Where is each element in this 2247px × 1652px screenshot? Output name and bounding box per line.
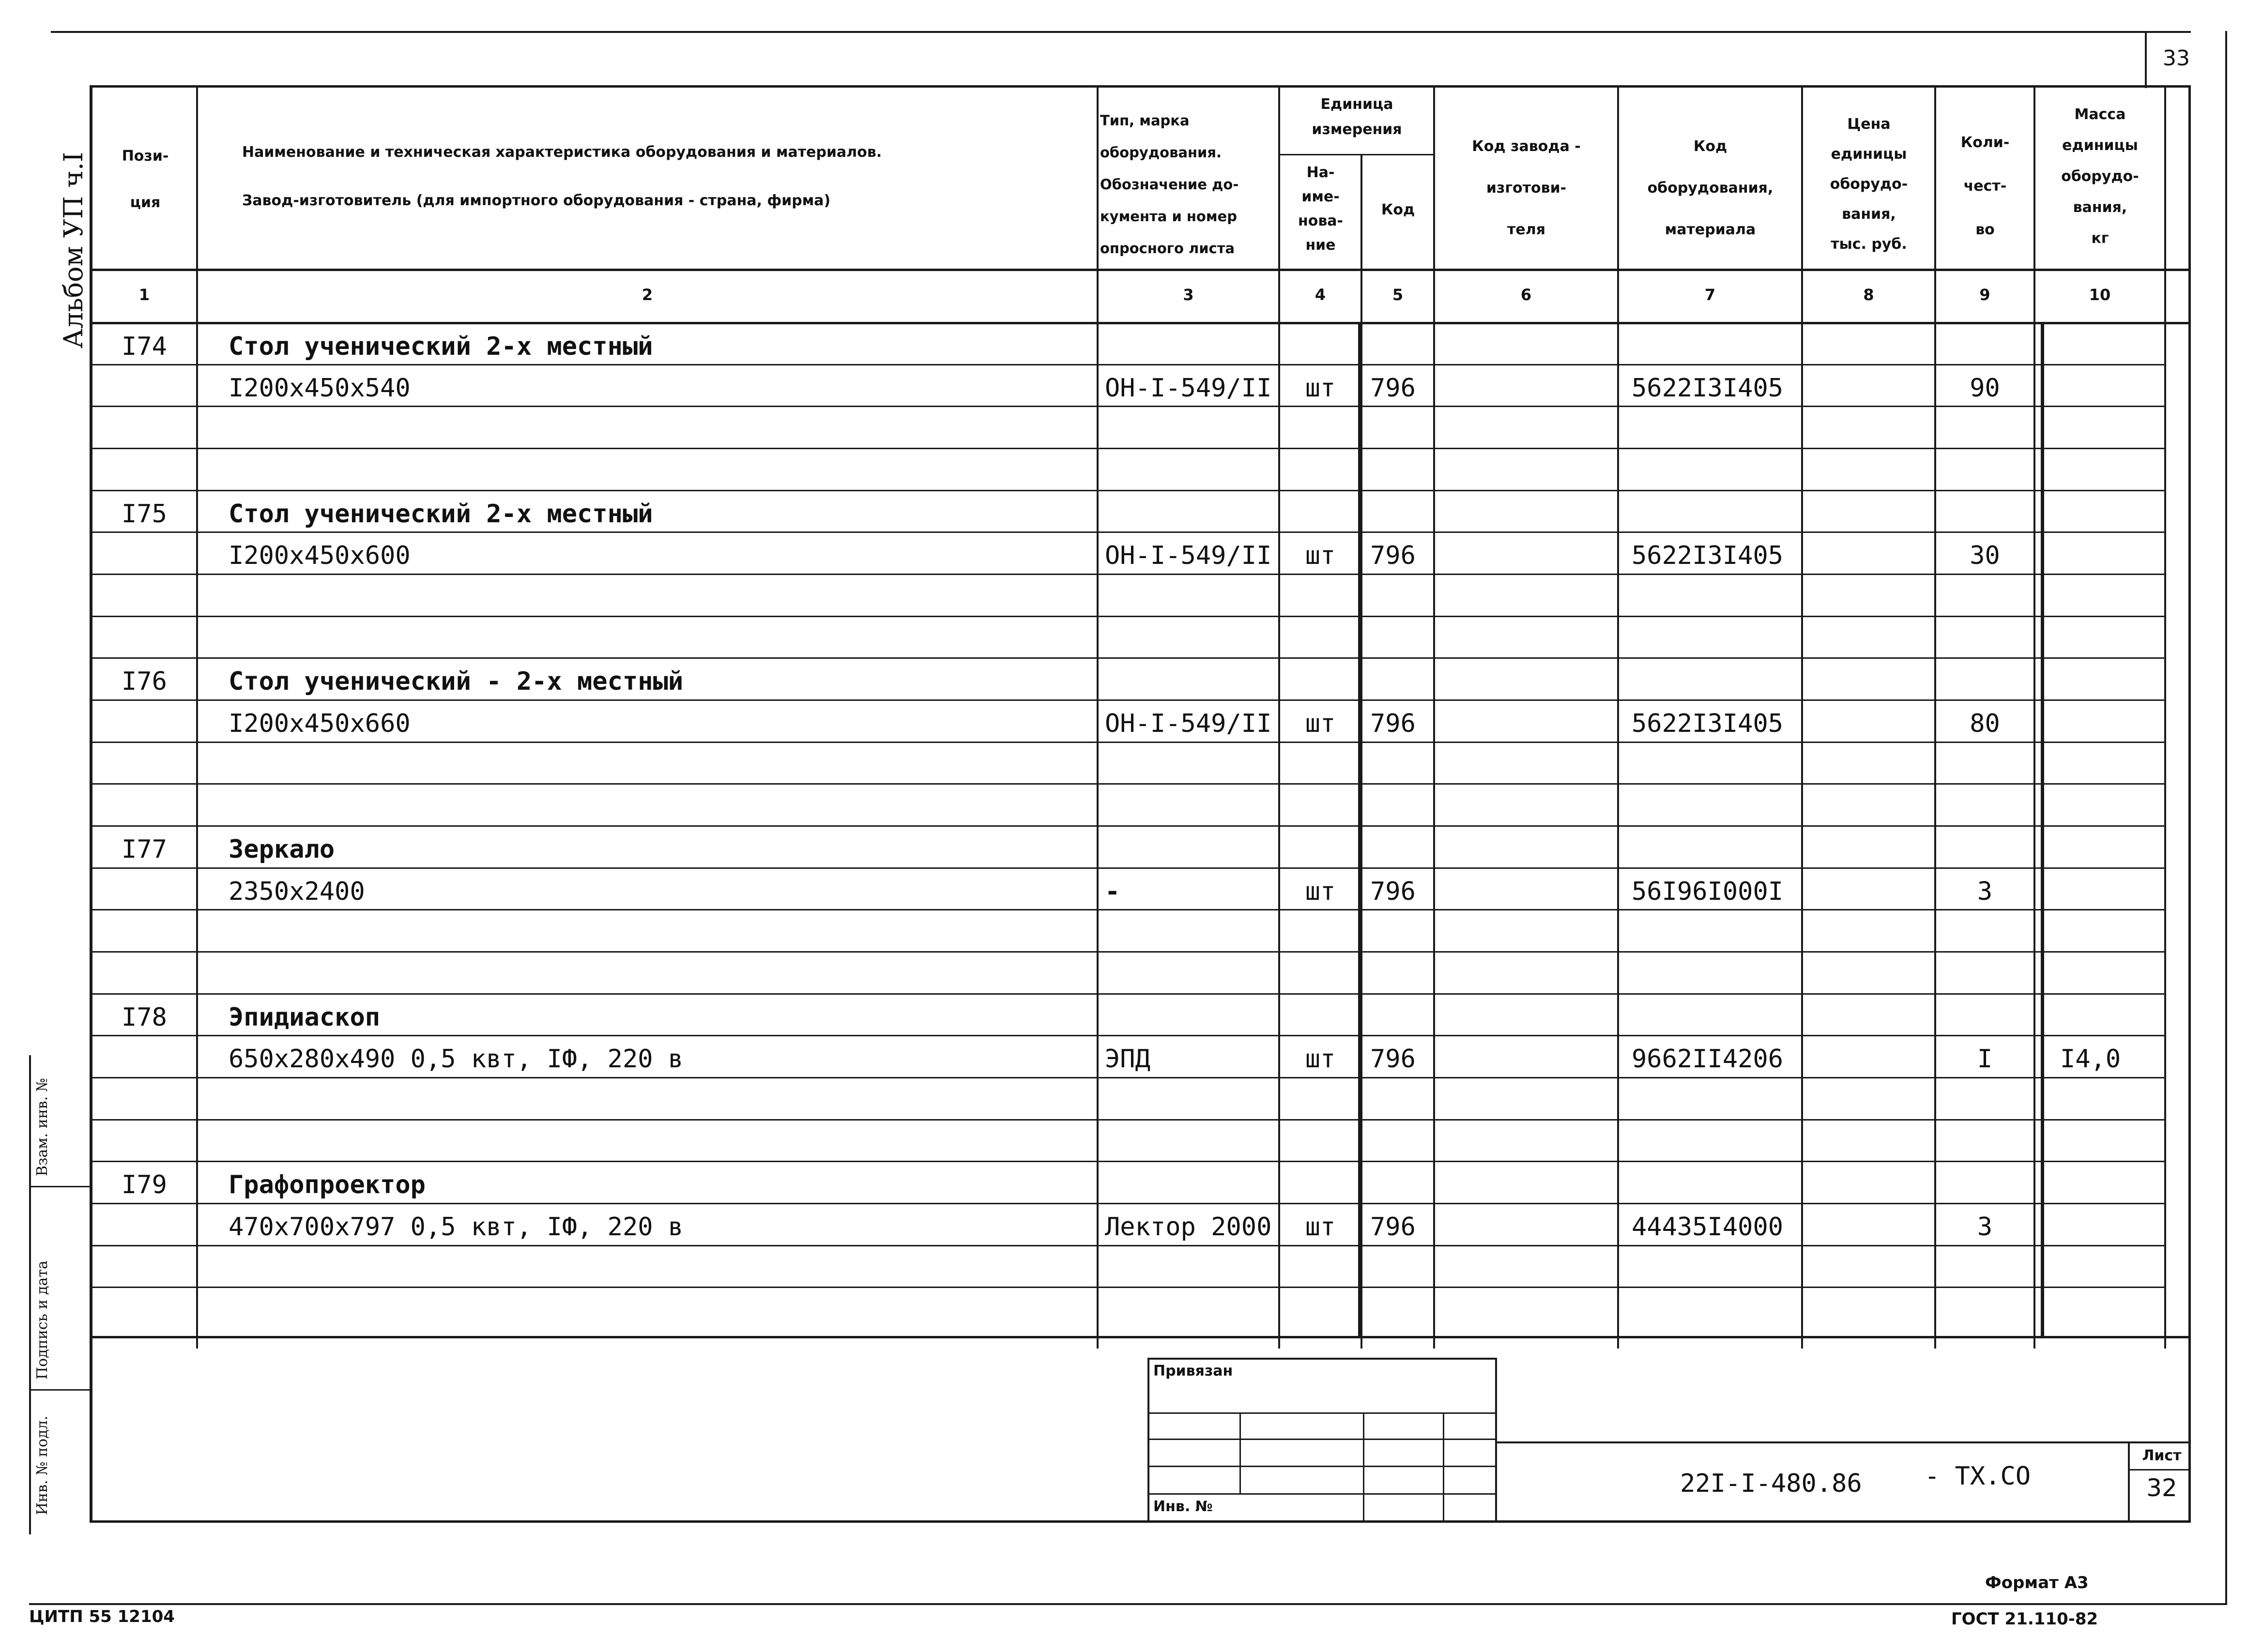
row-line [90,657,2164,659]
item-position: I78 [122,1003,167,1032]
gost-label: ГОСТ 21.110-82 [1951,1609,2098,1629]
item-unit: шт [1305,1045,1336,1074]
item-qty: I [1977,1045,1993,1074]
header-col3: Тип, марка оборудования. Обозначение до- кумента и номер опросного листа [1100,112,1239,257]
inv-no-label: Инв. № [1153,1498,1213,1515]
col-divider-1 [196,85,198,1349]
colnum-8: 8 [1863,286,1874,304]
row-line [90,574,2164,575]
colnum-9: 9 [1979,286,1990,304]
item-spec: 470x700x797 0,5 квт, IФ, 220 в [229,1212,684,1242]
header-col10: Масса единицы оборудо- вания, кг [2061,106,2139,247]
title-block-top [1147,1358,1496,1360]
doc-suffix: - ТХ.СО [1925,1462,2031,1491]
item-type: ЭПД [1105,1045,1150,1074]
row-line [90,951,2164,953]
item-type: Лектор 2000 [1105,1212,1272,1242]
row-line [90,1161,2164,1162]
col-divider-7 [1801,85,1803,1349]
colnum-5: 5 [1392,286,1404,304]
item-position: I79 [122,1170,167,1199]
row-line [90,699,2164,701]
item-spec: I200x450x600 [229,541,411,570]
sign-date-label: Подпись и дата [34,1260,51,1379]
frame-bottom [90,1520,2191,1523]
header-col8: Цена единицы оборудо- вания, тыс. руб. [1830,116,1908,253]
stamp-top-rule [1496,1441,2191,1443]
sheet-label: Лист [2142,1447,2182,1464]
item-unit: шт [1305,877,1336,906]
privyazan-label: Привязан [1153,1363,1233,1379]
row-line [90,742,2164,743]
table-bottom-rule [90,1336,2191,1338]
orig-inv-label: Инв. № подл. [34,1415,51,1515]
title-block-col [1363,1412,1364,1520]
item-qty: 90 [1970,374,2000,403]
item-unit-code: 796 [1370,1212,1416,1242]
header-col5: Код [1381,201,1415,218]
dup-inv-label: Взам. инв. № [34,1077,51,1176]
row-line [90,909,2164,910]
colnum-1: 1 [138,286,150,304]
item-spec: I200x450x660 [229,709,411,738]
album-label: Альбом УП ч.I [58,152,89,349]
item-name: Графопроектор [229,1170,426,1199]
item-type: - [1105,877,1120,906]
item-equip-code: 56I96I000I [1632,877,1784,906]
side-strip-divider [29,1389,90,1391]
side-strip-border [29,1055,31,1534]
header-unit-group: Единица измерения [1312,96,1402,138]
colnum-2: 2 [642,286,653,304]
item-unit-code: 796 [1370,877,1416,906]
top-rule [51,31,2191,33]
item-position: I75 [122,500,167,529]
item-name: Стол ученический 2-х местный [229,332,653,361]
row-line [90,1287,2164,1288]
item-spec: I200x450x540 [229,374,411,403]
row-line [90,783,2164,785]
row-line [90,1203,2164,1204]
item-qty: 3 [1977,1212,1993,1242]
row-line [90,1035,2164,1036]
item-name: Стол ученический - 2-х местный [229,667,684,696]
format-label: Формат А3 [1985,1573,2089,1592]
item-qty: 30 [1970,541,2000,570]
printer-label: ЦИТП 55 12104 [29,1607,175,1626]
row-line [90,616,2164,617]
col-divider-9 [2033,85,2035,1349]
row-line [90,490,2164,491]
side-strip-divider [29,1186,90,1187]
item-position: I74 [122,332,167,361]
outer-bottom-rule [29,1603,2227,1605]
sheet-cell-border [2128,1441,2130,1520]
title-block-col [1239,1412,1241,1495]
item-unit-code: 796 [1370,541,1416,570]
item-qty: 3 [1977,877,1993,906]
item-qty: 80 [1970,709,2000,738]
sheet-number: 32 [2146,1474,2177,1502]
item-position: I76 [122,667,167,696]
item-unit: шт [1305,709,1336,738]
item-equip-code: 44435I4000 [1632,1212,1784,1242]
col-divider-10 [2164,85,2166,1349]
header-col7: Код оборудования, материала [1647,138,1773,238]
colnum-bottom-rule [90,322,2191,324]
row-line [90,1119,2164,1121]
item-type: ОН-I-549/II [1105,541,1272,570]
item-unit: шт [1305,1212,1336,1242]
row-line [90,364,2164,365]
item-position: I77 [122,835,167,864]
item-type: ОН-I-549/II [1105,374,1272,403]
item-unit-code: 796 [1370,709,1416,738]
item-spec: 650x280x490 0,5 квт, IФ, 220 в [229,1045,684,1074]
item-name: Эпидиаскоп [229,1003,381,1032]
page-number-top: 33 [2163,46,2190,71]
row-line [90,867,2164,869]
item-name: Зеркало [229,835,335,864]
item-equip-code: 5622I3I405 [1632,709,1784,738]
item-unit-code: 796 [1370,1045,1416,1074]
colnum-3: 3 [1183,286,1194,304]
item-equip-code: 9662II4206 [1632,1045,1784,1074]
item-name: Стол ученический 2-х местный [229,500,653,529]
colnum-7: 7 [1704,286,1716,304]
colnum-4: 4 [1315,286,1326,304]
page-number-box-border [2145,31,2147,88]
frame-top [90,85,2191,88]
header-col1: Пози- ция [122,148,169,211]
item-unit: шт [1305,374,1336,403]
body-border-left [1358,322,1361,1338]
sheet-cell-divider [2128,1469,2191,1470]
item-unit: шт [1305,541,1336,570]
header-col9: Коли- чест- во [1960,134,2010,238]
row-line [90,531,2164,533]
frame-right [2188,85,2191,1520]
header-col6: Код завода - изготови- теля [1472,138,1581,238]
header-bottom-rule [90,269,2191,271]
header-col2: Наименование и техническая характеристика оборудования и материалов. Завод-изготовитель (для импортного оборудования - страна, фирма) [242,144,882,209]
col-divider-6 [1617,85,1619,1349]
item-equip-code: 5622I3I405 [1632,374,1784,403]
header-col4: На- име- нова- ние [1298,164,1344,254]
item-mass: I4,0 [2060,1045,2121,1074]
item-spec: 2350x2400 [229,877,365,906]
row-line [90,406,2164,407]
item-type: ОН-I-549/II [1105,709,1272,738]
col-divider-2 [1097,85,1099,1349]
row-line [90,993,2164,995]
colnum-6: 6 [1520,286,1532,304]
item-equip-code: 5622I3I405 [1632,541,1784,570]
body-border-right [2041,322,2044,1338]
col-divider-5 [1433,85,1435,1349]
doc-code: 22I-I-480.86 [1680,1469,1862,1498]
row-line [90,1077,2164,1078]
row-line [90,448,2164,449]
title-block-col [1443,1412,1444,1520]
row-line [90,825,2164,827]
outer-right-rule [2225,31,2227,1604]
row-line [90,1245,2164,1246]
unit-group-rule [1278,154,1433,155]
colnum-10: 10 [2089,286,2111,304]
item-unit-code: 796 [1370,374,1416,403]
